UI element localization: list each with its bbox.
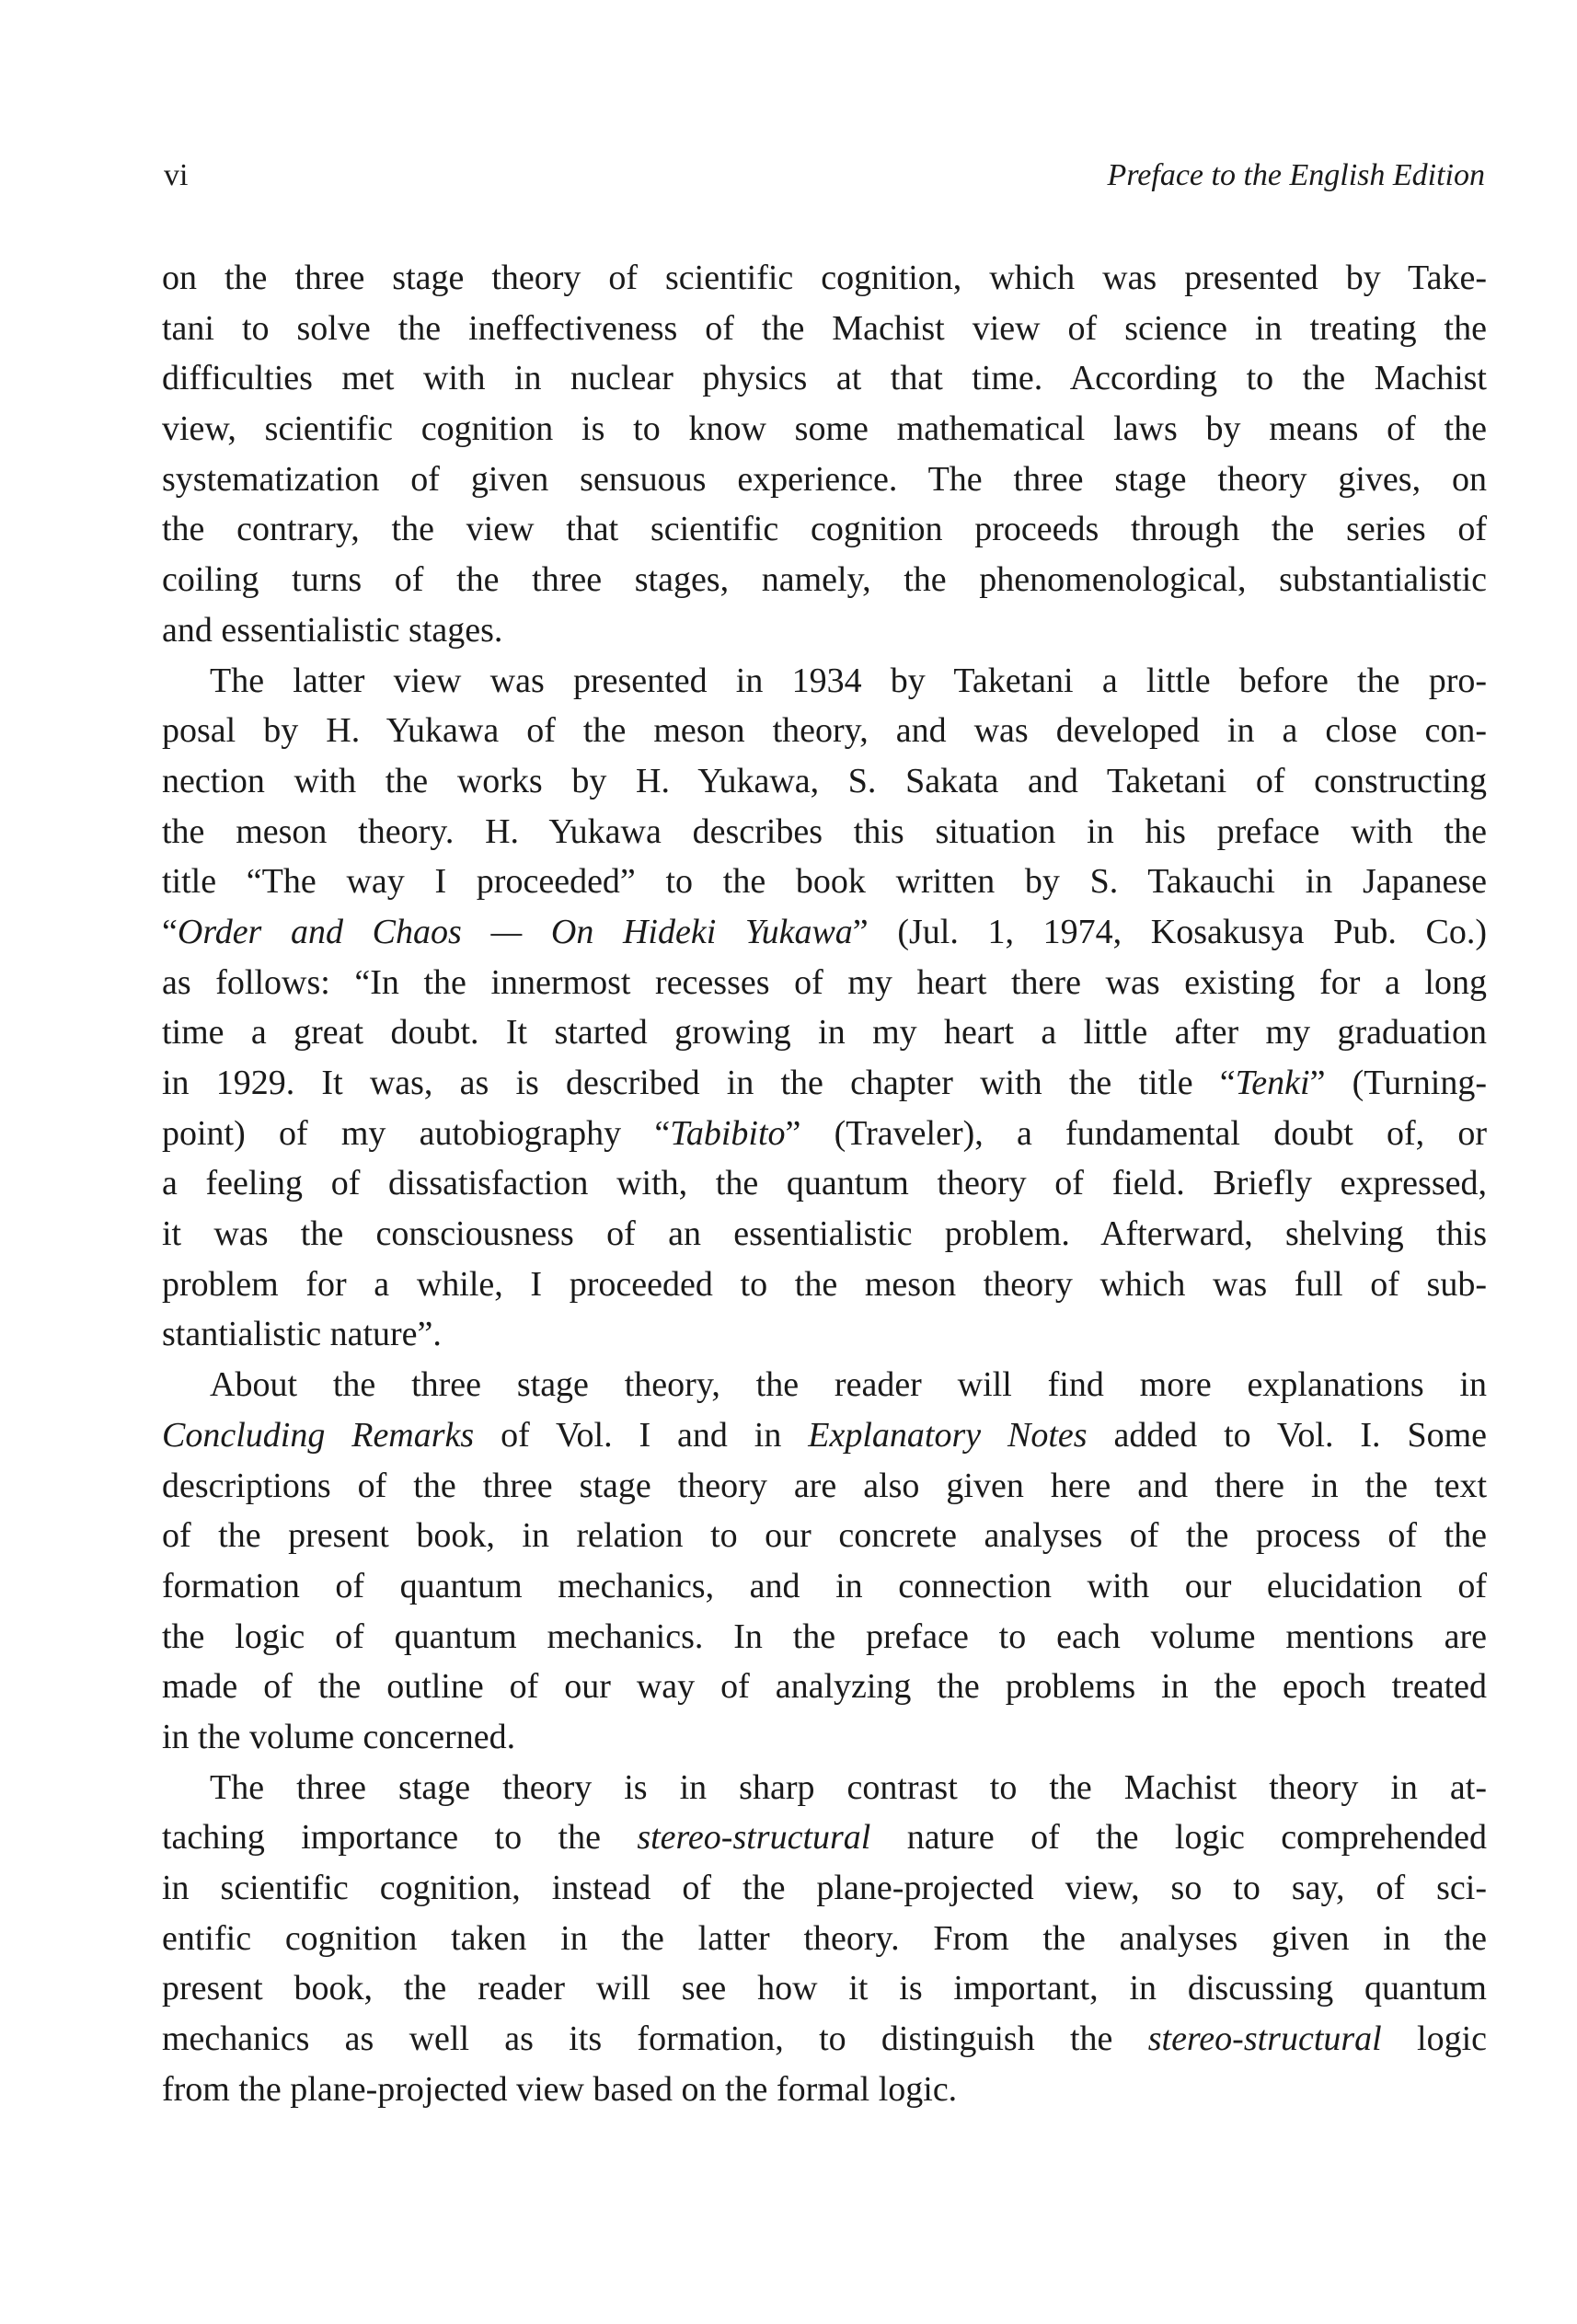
text-run: in the volume concerned. — [162, 1717, 516, 1756]
text-line — [162, 1410, 1487, 1461]
text-line — [162, 807, 1487, 857]
text-run: The three stage theory is in sharp contrast to the Machist theory in at- — [210, 1767, 1487, 1807]
text-run: The latter view was presented in 1934 by Taketani a little before the pro- — [210, 661, 1487, 700]
text-line — [162, 404, 1487, 454]
italic-text: Tabibito — [670, 1113, 786, 1153]
text-run: added to Vol. I. Some — [1087, 1415, 1488, 1455]
text-run: a feeling of dissatisfaction with, the quantum theory of field. Briefly expressed, — [162, 1164, 1487, 1203]
text-line — [162, 253, 1487, 304]
text-run: mechanics as well as its formation, to distinguish the — [162, 2019, 1148, 2059]
italic-text: stereo-structural — [637, 1818, 871, 1858]
text-line — [162, 1712, 1487, 1763]
text-line — [162, 1260, 1487, 1310]
text-run: it was the consciousness of an essentialistic problem. Afterward, shelving this — [162, 1214, 1487, 1254]
text-run: nection with the works by H. Yukawa, S. Sakata and Taketani of constructing — [162, 761, 1487, 800]
text-run: the logic of quantum mechanics. In the preface to each volume mentions are — [162, 1616, 1487, 1656]
text-run: view, scientific cognition is to know some mathematical laws by means of the — [162, 409, 1487, 449]
text-line — [162, 1209, 1487, 1260]
text-run: difficulties met with in nuclear physics at that time. According to the Machist — [162, 359, 1487, 398]
text-run: of the present book, in relation to our concrete analyses of the process of the — [162, 1516, 1487, 1556]
text-line — [162, 1158, 1487, 1209]
text-run: taching importance to the — [162, 1818, 638, 1858]
text-line — [162, 1963, 1487, 2014]
text-line — [162, 1763, 1487, 1813]
text-run: ” (Traveler), a fundamental doubt of, or — [785, 1113, 1487, 1153]
text-run: made of the outline of our way of analyzing the problems in the epoch treated — [162, 1667, 1487, 1707]
text-line — [162, 353, 1487, 404]
text-run: descriptions of the three stage theory are also given here and there in the text — [162, 1466, 1487, 1505]
italic-text: Concluding Remarks — [162, 1415, 475, 1455]
italic-text: Order and Chaos — On Hideki Yukawa — [177, 912, 853, 951]
text-run: in 1929. It was, as is described in the chapter with the title “ — [162, 1064, 1236, 1102]
text-run: posal by H. Yukawa of the meson theory, and was developed in a close con- — [162, 711, 1487, 751]
text-run: title “The way I proceeded” to the book written by S. Takauchi in Japanese — [162, 862, 1487, 902]
text-run: present book, the reader will see how it is important, in discussing quantum — [162, 1969, 1487, 2008]
text-line — [162, 2065, 1487, 2115]
text-line — [162, 1007, 1487, 1058]
italic-text: Explanatory Notes — [808, 1415, 1088, 1455]
text-run: of Vol. I and in — [474, 1415, 809, 1455]
text-line — [162, 1863, 1487, 1914]
text-line — [162, 1309, 1487, 1360]
italic-text: stereo-structural — [1147, 2019, 1382, 2059]
page-number: vi — [164, 158, 189, 192]
text-line — [162, 1561, 1487, 1612]
text-line — [162, 1914, 1487, 1964]
text-run: entific cognition taken in the latter theory. From the analyses given in the — [162, 1918, 1487, 1958]
text-line — [162, 1662, 1487, 1712]
text-line — [162, 756, 1487, 807]
text-line — [162, 504, 1487, 555]
text-run: problem for a while, I proceeded to the meson theory which was full of sub- — [162, 1264, 1487, 1304]
running-head: Preface to the English Edition — [1107, 158, 1485, 192]
italic-text: Tenki — [1235, 1064, 1310, 1102]
text-run: tani to solve the ineffectiveness of the Machist view of science in treating the — [162, 308, 1487, 348]
text-line — [162, 1360, 1487, 1410]
text-line — [162, 1058, 1487, 1109]
text-line — [162, 1612, 1487, 1662]
text-line — [162, 1461, 1487, 1512]
text-run: stantialistic nature”. — [162, 1315, 442, 1354]
text-run: “ — [162, 912, 178, 951]
text-line — [162, 907, 1487, 958]
text-line — [162, 2014, 1487, 2065]
text-run: as follows: “In the innermost recesses of my heart there was existing for a long — [162, 962, 1487, 1002]
text-line — [162, 304, 1487, 354]
text-run: About the three stage theory, the reader will find more explanations in — [210, 1365, 1487, 1405]
text-run: from the plane-projected view based on the formal logic. — [162, 2069, 958, 2109]
text-run: point) of my autobiography “ — [162, 1113, 671, 1153]
text-line — [162, 857, 1487, 907]
text-line — [162, 656, 1487, 707]
text-run: logic — [1381, 2019, 1488, 2059]
text-line — [162, 1511, 1487, 1561]
text-run: on the three stage theory of scientific cognition, which was presented by Take- — [162, 259, 1487, 297]
text-run: coiling turns of the three stages, namely, the phenomenological, substantialistic — [162, 560, 1487, 600]
text-run: ” (Jul. 1, 1974, Kosakusya Pub. Co.) — [852, 912, 1487, 951]
text-line — [162, 958, 1487, 1008]
text-line — [162, 605, 1487, 656]
text-line — [162, 555, 1487, 605]
text-run: and essentialistic stages. — [162, 610, 503, 650]
text-line — [162, 706, 1487, 756]
text-run: systematization of given sensuous experience. The three stage theory gives, on — [162, 459, 1487, 499]
text-line — [162, 1812, 1487, 1863]
text-run: in scientific cognition, instead of the plane-projected view, so to say, of sci- — [162, 1869, 1487, 1907]
text-line — [162, 1109, 1487, 1159]
text-line — [162, 454, 1487, 505]
text-run: the contrary, the view that scientific cognition proceeds through the series of — [162, 510, 1487, 549]
text-run: formation of quantum mechanics, and in connection with our elucidation of — [162, 1566, 1487, 1605]
text-run: nature of the logic comprehended — [870, 1818, 1487, 1858]
body-text — [162, 253, 1487, 2114]
text-run: time a great doubt. It started growing in my heart a little after my graduation — [162, 1013, 1487, 1053]
text-run: ” (Turning- — [1309, 1064, 1488, 1102]
text-run: the meson theory. H. Yukawa describes this situation in his preface with the — [162, 811, 1487, 851]
